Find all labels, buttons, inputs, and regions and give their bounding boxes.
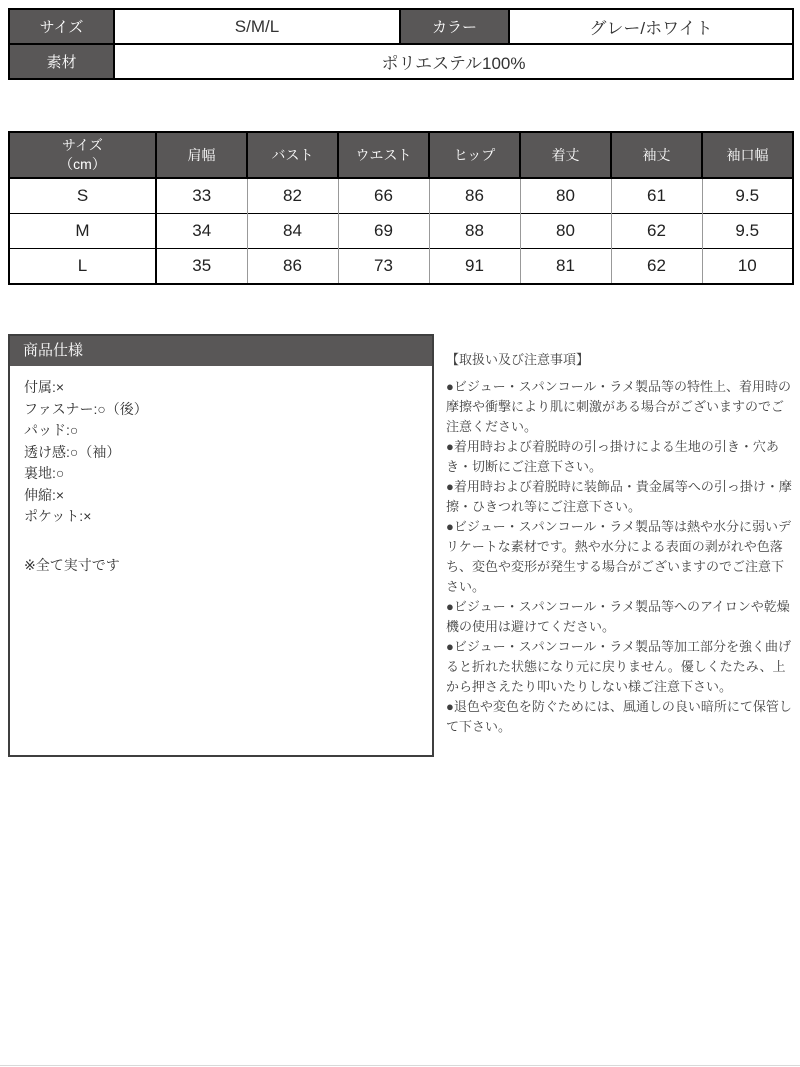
product-spec-box (8, 334, 434, 757)
spec-item-stretch: 伸縮:× (24, 486, 65, 503)
size-l-label: L (9, 249, 156, 285)
spec-item-pad: パッド:○ (24, 422, 79, 438)
col-header-length: 着丈 (520, 132, 611, 178)
cell-value: 10 (702, 249, 793, 285)
care-notes (446, 350, 796, 737)
cell-value: 66 (338, 178, 429, 214)
col-header-sleeve: 袖丈 (611, 132, 702, 178)
table-row-l (9, 249, 793, 285)
care-note-item: ●着用時および着脱時の引っ掛けによる生地の引き・穴あき・切断にご注意下さい。 (446, 439, 779, 474)
cell-value: 9.5 (702, 214, 793, 249)
spec-item-accessory: 付属:× (24, 379, 65, 395)
cell-value: 88 (429, 214, 520, 249)
color-label: カラー (400, 9, 509, 44)
cell-value: 84 (247, 214, 338, 249)
cell-value: 73 (338, 249, 429, 285)
cell-value: 81 (520, 249, 611, 285)
product-spec-title: 商品仕様 (10, 336, 432, 366)
spec-item-pocket: ポケット:× (24, 508, 92, 524)
size-chart-header-row (9, 132, 793, 178)
size-label: サイズ (9, 9, 114, 44)
care-notes-title: 【取扱い及び注意事項】 (446, 352, 590, 367)
care-note-item: ●着用時および着脱時に装飾品・貴金属等への引っ掛け・摩擦・ひきつれ等にご注意下さい。 (446, 479, 792, 514)
cell-value: 62 (611, 214, 702, 249)
cell-value: 80 (520, 214, 611, 249)
material-value: ポリエステル100% (114, 44, 793, 79)
cell-value: 35 (156, 249, 247, 285)
spec-item-sheerness: 透け感:○（袖） (24, 443, 121, 460)
table-row-m (9, 214, 793, 249)
color-value: グレー/ホワイト (509, 9, 793, 44)
bottom-divider (0, 1065, 800, 1066)
size-chart-corner-line1: サイズ (62, 137, 103, 153)
cell-value: 86 (429, 178, 520, 214)
material-label: 素材 (9, 44, 114, 79)
col-header-hip: ヒップ (429, 132, 520, 178)
size-s-label: S (9, 178, 156, 214)
col-header-bust: バスト (247, 132, 338, 178)
size-chart-corner-line2: （cm） (59, 156, 106, 172)
col-header-waist: ウエスト (338, 132, 429, 178)
cell-value: 9.5 (702, 178, 793, 214)
summary-row-material (9, 44, 793, 79)
cell-value: 33 (156, 178, 247, 214)
spec-item-lining: 裏地:○ (24, 465, 65, 481)
cell-value: 62 (611, 249, 702, 285)
care-note-item: ●退色や変色を防ぐためには、風通しの良い暗所にて保管して下さい。 (446, 699, 792, 734)
size-m-label: M (9, 214, 156, 249)
table-row-s (9, 178, 793, 214)
col-header-shoulder: 肩幅 (156, 132, 247, 178)
cell-value: 80 (520, 178, 611, 214)
size-chart-corner-header (9, 132, 156, 178)
summary-row-size-color (9, 9, 793, 44)
size-chart-table (8, 131, 794, 285)
care-note-item: ●ビジュー・スパンコール・ラメ製品等の特性上、着用時の摩擦や衝撃により肌に刺激がある場合がございますのでご注意ください。 (446, 379, 791, 434)
spec-note: ※全て実寸です (24, 556, 120, 573)
cell-value: 61 (611, 178, 702, 214)
size-value: S/M/L (114, 9, 400, 44)
care-note-item: ●ビジュー・スパンコール・ラメ製品等加工部分を強く曲げると折れた状態になり元に戻りません。優しくたたみ、上から押さえたり叩いたりしない様ご注意下さい。 (446, 639, 791, 694)
product-spec-body (10, 366, 432, 587)
cell-value: 86 (247, 249, 338, 285)
cell-value: 82 (247, 178, 338, 214)
spec-item-fastener: ファスナー:○（後） (24, 400, 148, 417)
cell-value: 34 (156, 214, 247, 249)
summary-table (8, 8, 794, 80)
cell-value: 91 (429, 249, 520, 285)
care-note-item: ●ビジュー・スパンコール・ラメ製品等は熱や水分に弱いデリケートな素材です。熱や水分による表面の剥がれや色落ち、変色や変形が発生する場合がございますのでご注意下さい。 (446, 519, 791, 594)
cell-value: 69 (338, 214, 429, 249)
col-header-cuff: 袖口幅 (702, 132, 793, 178)
care-note-item: ●ビジュー・スパンコール・ラメ製品等へのアイロンや乾燥機の使用は避けてください。 (446, 599, 790, 634)
